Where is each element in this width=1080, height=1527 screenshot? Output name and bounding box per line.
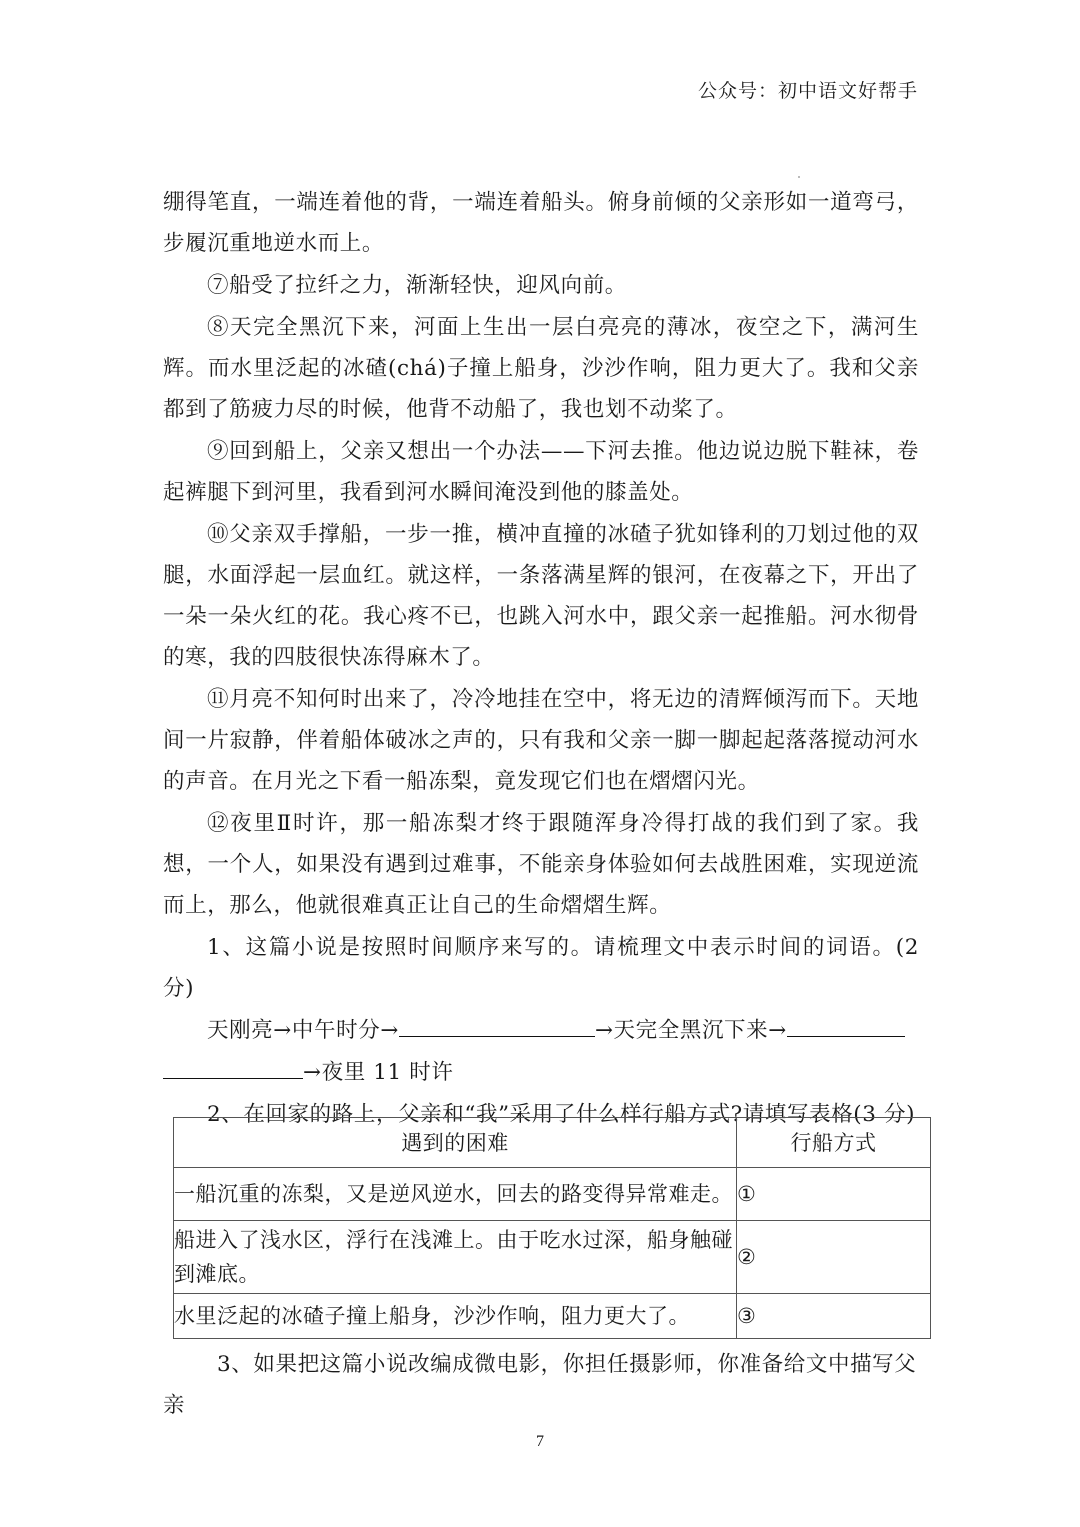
difficulty-cell: 船进入了浅水区，浮行在浅滩上。由于吃水过深，船身触碰到滩底。 <box>174 1221 737 1294</box>
table-header-difficulty: 遇到的困难 <box>174 1118 737 1168</box>
question-1-sequence <box>163 1010 919 1051</box>
table-row <box>174 1168 931 1221</box>
difficulty-cell: 一船沉重的冻梨，又是逆风逆水，回去的路变得异常难走。 <box>174 1168 737 1221</box>
question-2-prompt: 2、在回家的路上，父亲和“我”采用了什么样行船方式?请填写表格(3 分) <box>207 1102 916 1127</box>
paragraph-10: ⑩父亲双手撑船，一步一推，横冲直撞的冰碴子犹如锋利的刀划过他的双腿，水面浮起一层血红。就这样，一条落满星辉的银河，在夜幕之下，开出了一朵一朵火红的花。我心疼不已，也跳入河水中，跟父亲一起推船。河水彻骨的寒，我的四肢很快冻得麻木了。 <box>163 522 919 670</box>
sequence-part-c: →夜里 11 时许 <box>303 1060 454 1085</box>
answer-blank-2a[interactable] <box>787 1035 905 1037</box>
paragraph-continuation: 绷得笔直，一端连着他的背，一端连着船头。俯身前倾的父亲形如一道弯弓，步履沉重地逆水而上。 <box>163 190 919 256</box>
paragraph-9: ⑨回到船上，父亲又想出一个办法——下河去推。他边说边脱下鞋袜，卷起裤腿下到河里，我看到河水瞬间淹没到他的膝盖处。 <box>163 439 919 505</box>
article-body <box>163 182 919 1136</box>
answer-blank-1[interactable] <box>399 1035 595 1037</box>
question-1-prompt: 1、这篇小说是按照时间顺序来写的。请梳理文中表示时间的词语。(2 分) <box>163 935 919 1001</box>
page-header: 公众号：初中语文好帮手 <box>697 80 918 102</box>
question-2-table <box>173 1117 931 1339</box>
difficulty-cell: 水里泛起的冰碴子撞上船身，沙沙作响，阻力更大了。 <box>174 1294 737 1339</box>
paragraph-7: ⑦船受了拉纤之力，渐渐轻快，迎风向前。 <box>207 273 627 298</box>
method-answer-cell[interactable]: ② <box>737 1221 931 1294</box>
scan-speck <box>798 176 800 178</box>
table-row <box>174 1294 931 1339</box>
paragraph-11: ⑪月亮不知何时出来了，冷冷地挂在空中，将无边的清辉倾泻而下。天地间一片寂静，伴着船体破冰之声的，只有我和父亲一脚一脚起起落落搅动河水的声音。在月光之下看一船冻梨，竟发现它们也在熠熠闪光。 <box>163 687 919 794</box>
table-row <box>174 1221 931 1294</box>
paragraph-12: ⑫夜里Ⅱ时许，那一船冻梨才终于跟随浑身冷得打战的我们到了家。我想，一个人，如果没有遇到过难事，不能亲身体验如何去战胜困难，实现逆流而上，那么，他就很难真正让自己的生命熠熠生辉。 <box>163 811 919 918</box>
answer-blank-2b[interactable] <box>163 1077 303 1079</box>
method-answer-cell[interactable]: ① <box>737 1168 931 1221</box>
paragraph-8: ⑧天完全黑沉下来，河面上生出一层白亮亮的薄冰，夜空之下，满河生辉。而水里泛起的冰碴(chá)子撞上船身，沙沙作响，阻力更大了。我和父亲都到了筋疲力尽的时候，他背不动船了，我也划不动桨了。 <box>163 315 919 422</box>
question-3-prompt: 3、如果把这篇小说改编成微电影，你担任摄影师，你准备给文中描写父亲 <box>163 1352 917 1418</box>
page-number: 7 <box>536 1433 544 1450</box>
table-header-method: 行船方式 <box>737 1118 931 1168</box>
sequence-part-a: 天刚亮→中午时分→ <box>207 1018 399 1043</box>
sequence-part-b: →天完全黑沉下来→ <box>594 1018 787 1043</box>
question-1-sequence-cont <box>163 1052 919 1093</box>
method-answer-cell[interactable]: ③ <box>737 1294 931 1339</box>
question-2-table-wrap <box>163 1113 931 1339</box>
